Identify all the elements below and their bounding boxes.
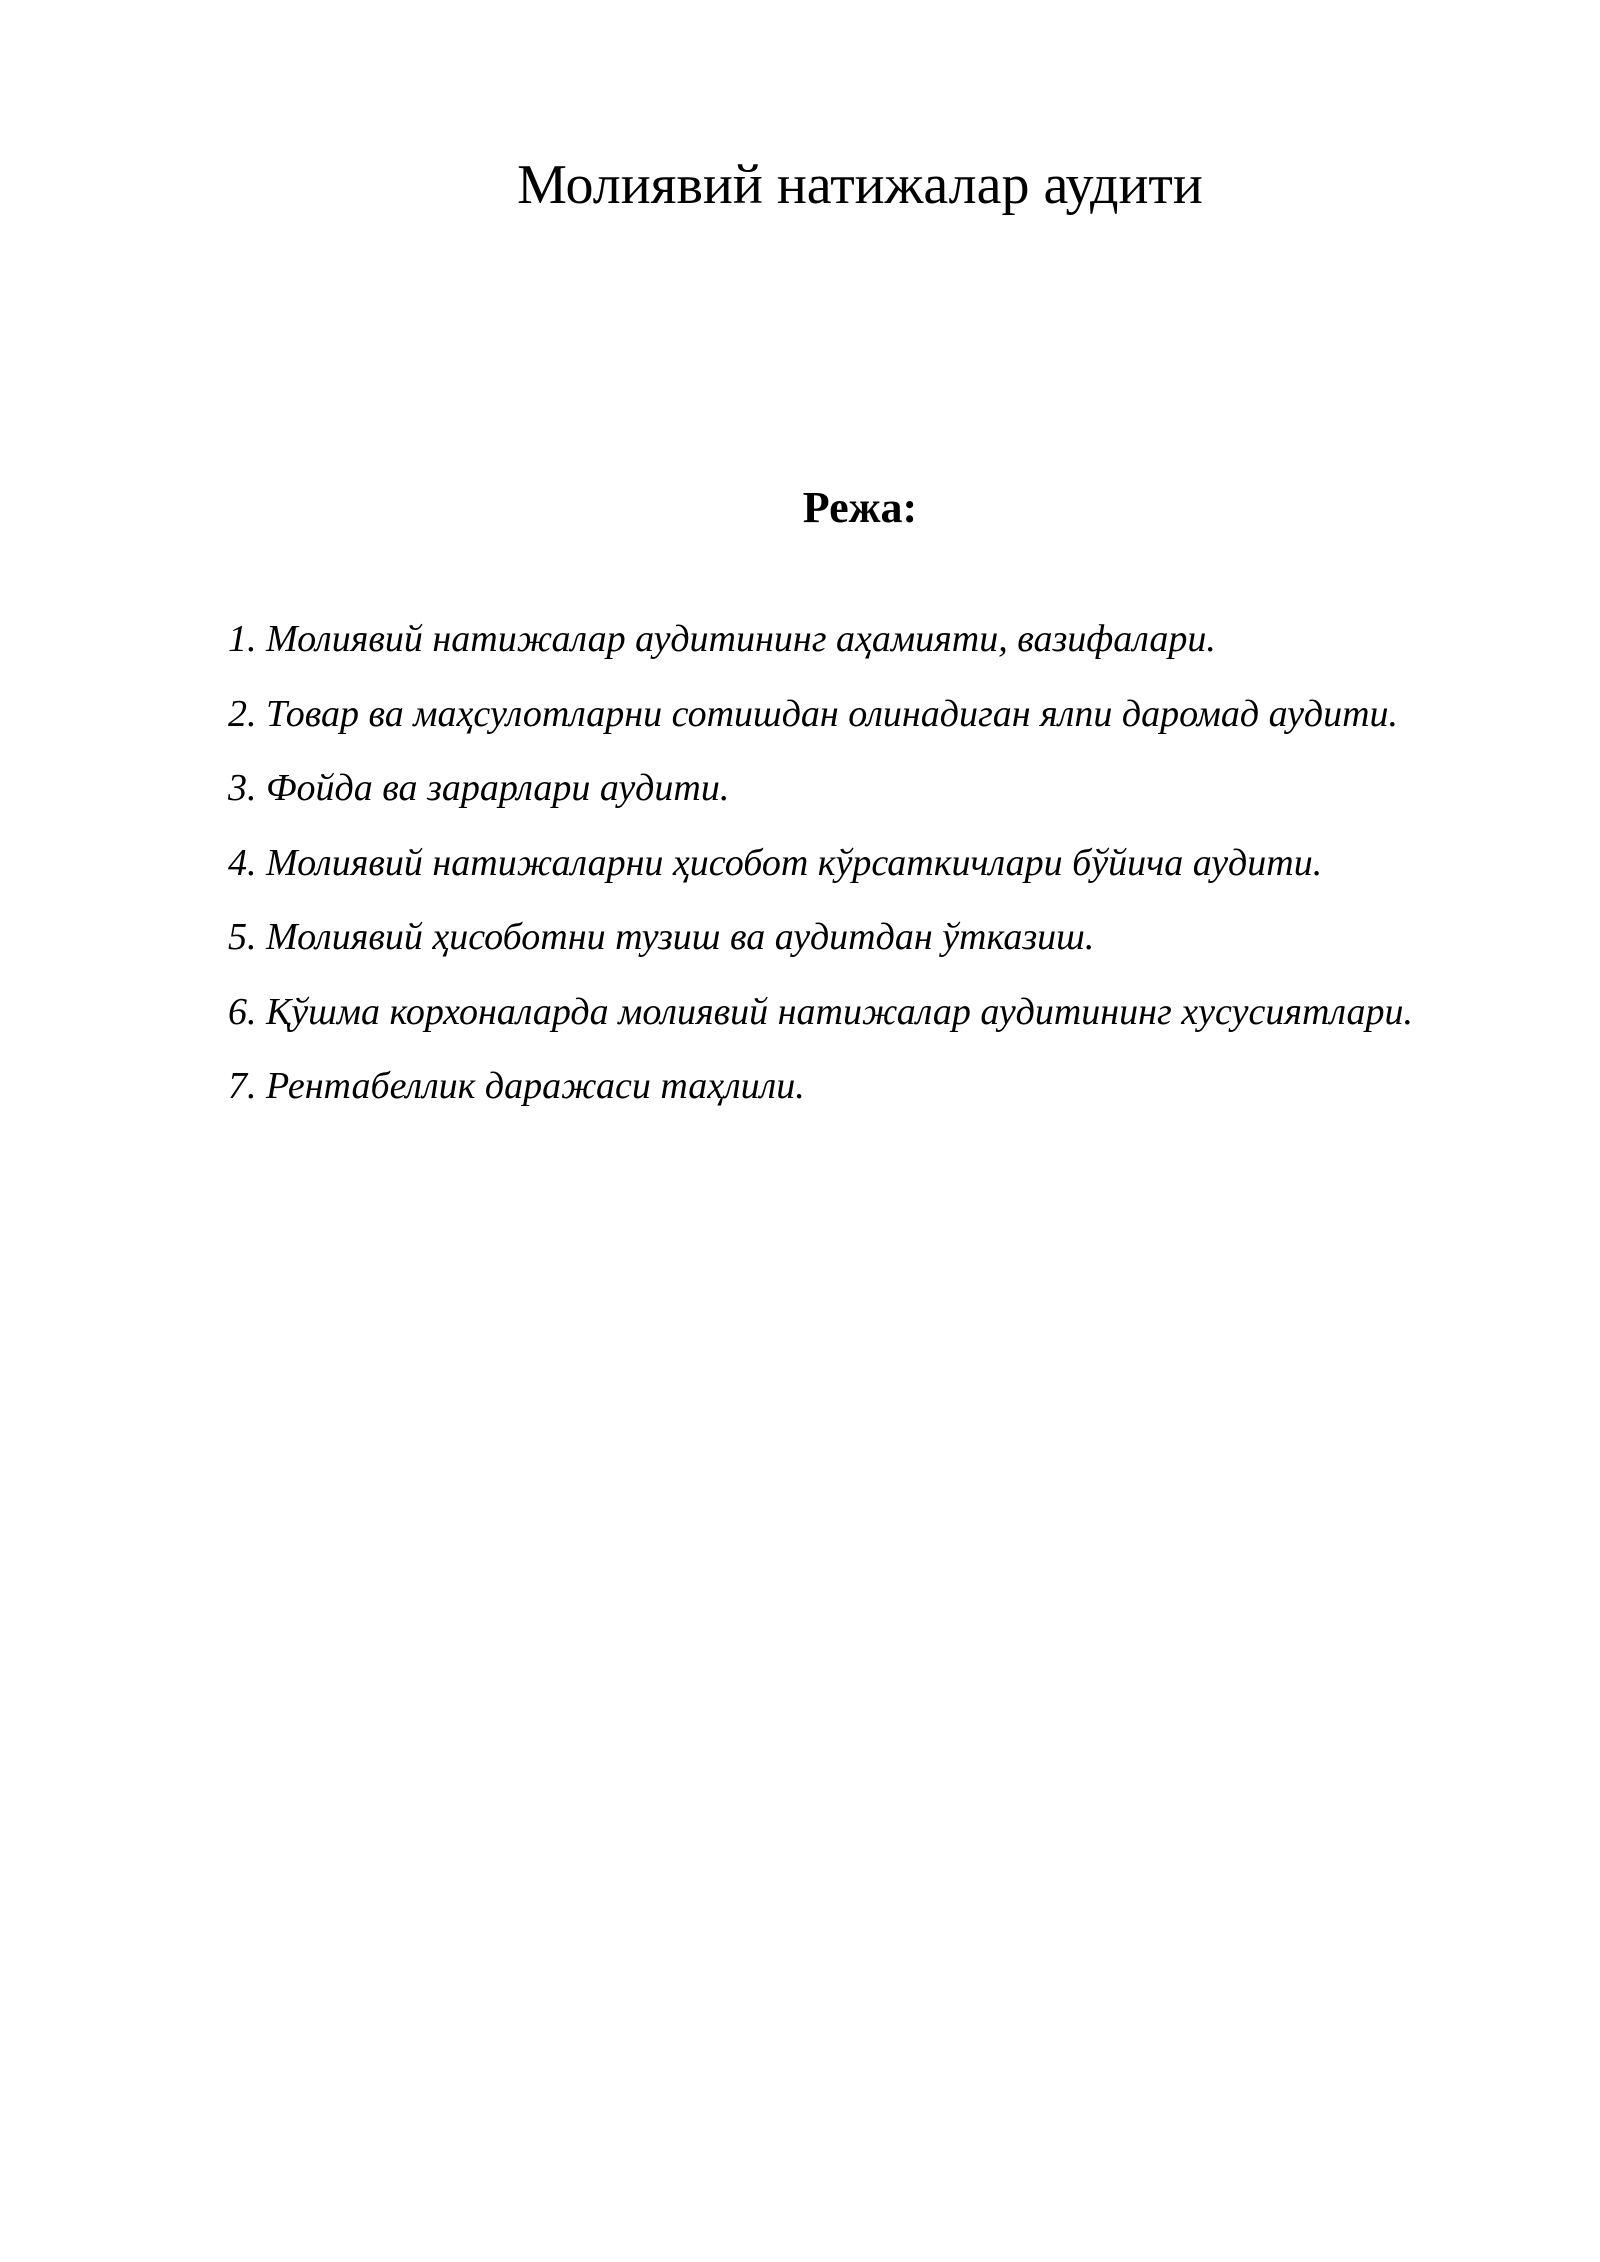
document-title: Молиявий натижалар аудити	[517, 154, 1203, 216]
plan-item-6: 6. Қўшма корхоналарда молиявий натижалар аудитининг хусусиятлари.	[228, 990, 1413, 1033]
plan-item-7: 7. Рентабеллик даражаси таҳлили.	[228, 1065, 805, 1107]
plan-item-4: 4. Молиявий натижаларни ҳисобот кўрсаткичлари бўйича аудити.	[228, 841, 1323, 884]
plan-list	[228, 602, 1488, 1124]
plan-heading: Режа:	[802, 483, 918, 532]
plan-item-5: 5. Молиявий ҳисоботни тузиш ва аудитдан ўтказиш.	[228, 916, 1095, 958]
plan-item-2: 2. Товар ва маҳсулотларни сотишдан олинадиган ялпи даромад аудити.	[228, 692, 1399, 735]
plan-item-1: 1. Молиявий натижалар аудитининг аҳамияти, вазифалари.	[228, 618, 1216, 660]
plan-item-3: 3. Фойда ва зарарлари аудити.	[228, 767, 730, 809]
